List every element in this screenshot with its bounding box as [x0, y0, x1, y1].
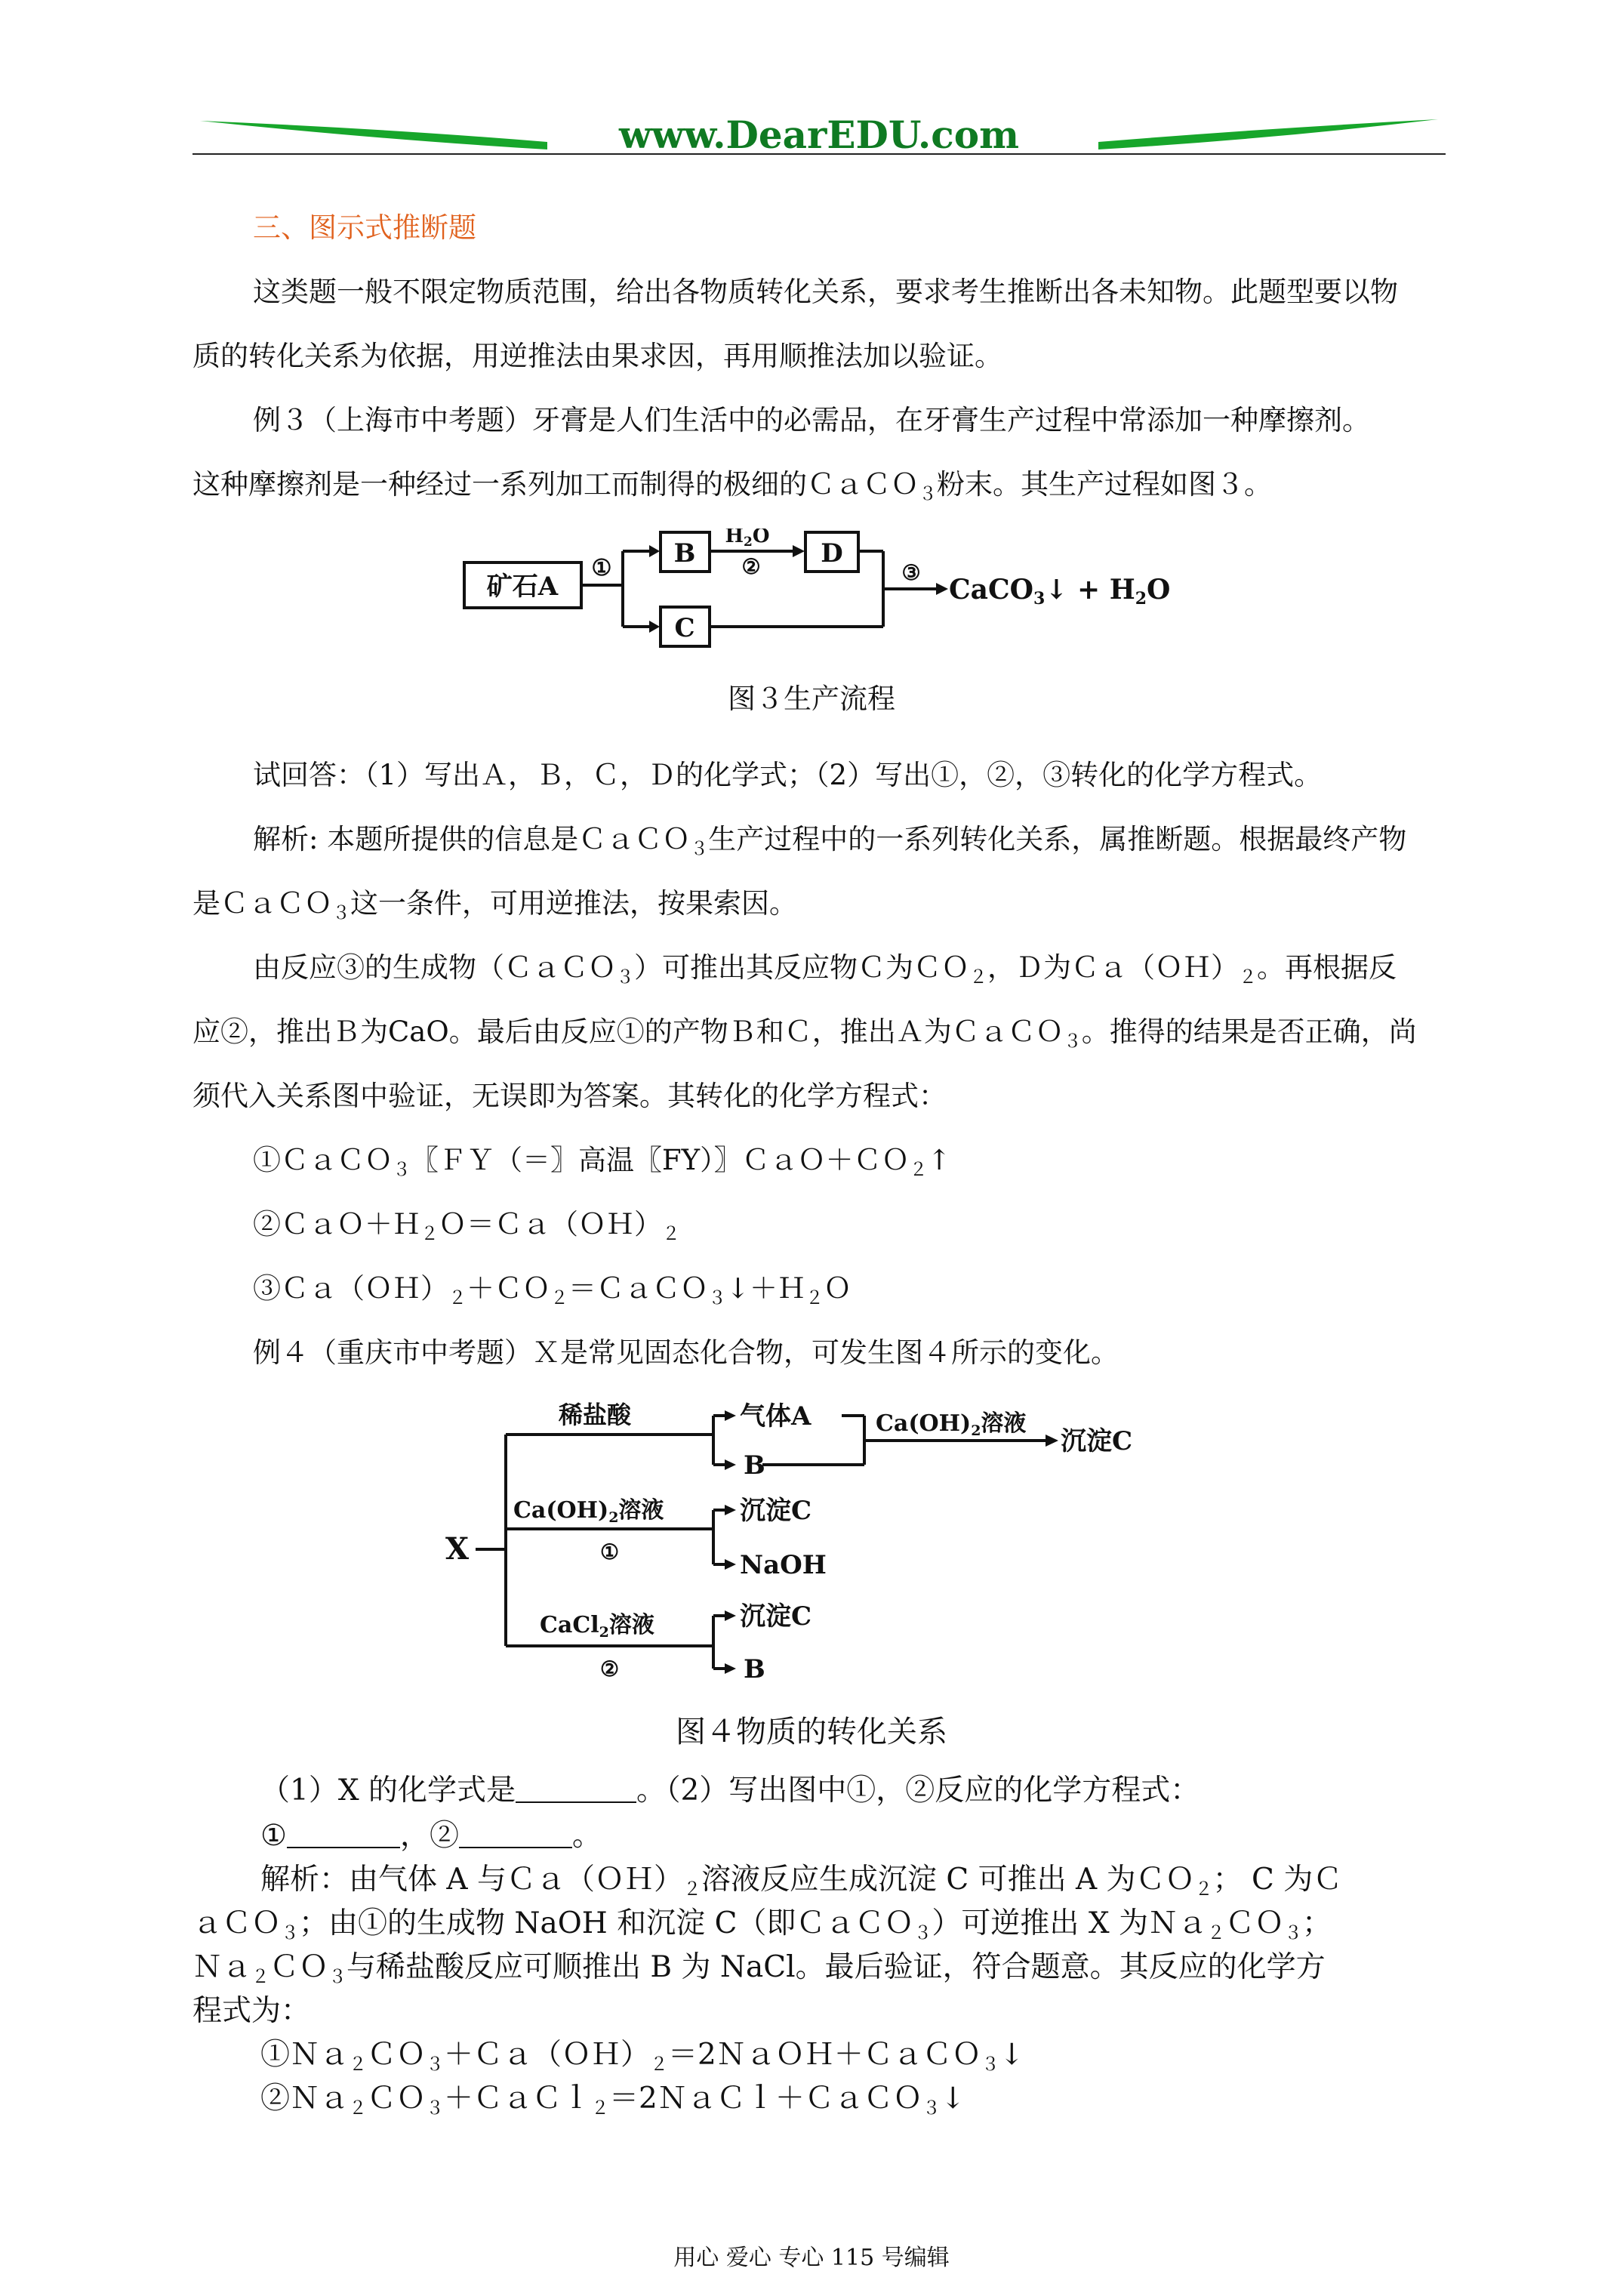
step-2-label: ②: [741, 554, 761, 579]
analysis3-line-2: 是ＣａＣＯ$_3$这一条件，可用逆推法，按果索因。: [192, 887, 797, 923]
b-top-label: B: [744, 1450, 765, 1481]
ore-label: 矿石A: [486, 572, 559, 602]
equation4-1: $①Na_2CO_3+Ca(OH)_2=2NaOH+CaCO_3↓$: [260, 2038, 1024, 2075]
analysis4-line-1: 解析：由气体 A 与$Ca(OH)_2$溶液反应生成沉淀 C 可推出 A 为ＣＯ$_2$； C 为Ｃ: [260, 1863, 1343, 1900]
section-heading: 三、图示式推断题: [253, 211, 476, 244]
answer-blank-1[interactable]: [287, 1824, 400, 1848]
analysis4-line-2: ａＣＯ$_3$；由①的生成物 NaOH 和沉淀 C（即ＣａＣＯ$_3$）可逆推出 X 为Ｎａ$_2$ＣＯ$_3$；: [192, 1906, 1332, 1943]
example3-line-2: 这种摩擦剂是一种经过一系列加工而制得的极细的ＣａＣＯ$_3$粉末。其生产过程如图３。: [192, 468, 1272, 504]
reaction-1-label: ①: [600, 1539, 620, 1564]
label-c: C: [674, 613, 695, 643]
precip-bot-label: 沉淀C: [740, 1601, 812, 1632]
equation3-2: $②CaO+H_2O=Ca(OH)_2$: [253, 1208, 680, 1244]
diagram-3: [460, 529, 1185, 657]
page-footer: 用心 爱心 专心 115 号编辑: [673, 2245, 950, 2271]
label-b: B: [673, 538, 696, 569]
intro-line-1: 这类题一般不限定物质范围，给出各物质转化关系，要求考生推断出各未知物。此题型要以物: [253, 276, 1398, 308]
example3-line-1: 例３（上海市中考题）牙膏是人们生活中的必需品，在牙膏生产过程中常添加一种摩擦剂。: [253, 404, 1370, 436]
precip-top-label: 沉淀C: [1061, 1426, 1133, 1456]
figure-3-caption: 图３生产流程: [728, 683, 895, 715]
header-banner: [192, 106, 1446, 166]
analysis3-line-4: 应②，推出Ｂ为CaO。最后由反应①的产物Ｂ和Ｃ，推出Ａ为ＣａＣＯ$_3$。推得的结果是否正确，尚: [192, 1015, 1417, 1052]
intro-line-2: 质的转化关系为依据，用逆推法由果求因，再用顺推法加以验证。: [192, 340, 1002, 372]
header-logo: [192, 106, 1446, 166]
gas-a-label: 气体A: [740, 1401, 812, 1432]
analysis3-line-1: 解析: 本题所提供的信息是ＣａＣＯ$_3$生产过程中的一系列转化关系，属推断题。根据最终产物: [253, 823, 1407, 859]
question-3: 试回答：（1）写出Ａ，Ｂ，Ｃ，Ｄ的化学式；（2）写出①，②，③转化的化学方程式。: [253, 759, 1323, 791]
example-4: 例４（重庆市中考题）Ｘ是常见固态化合物，可发生图４所示的变化。: [253, 1336, 1119, 1369]
b-bot-label: B: [744, 1654, 765, 1684]
equation4-2: ②Ｎａ$_2$ＣＯ$_3$＋ＣａＣｌ$_2$＝2ＮａＣｌ＋ＣａＣＯ$_3$↓: [260, 2082, 965, 2119]
water-label: H2O: [725, 529, 770, 550]
precip-mid-label: 沉淀C: [740, 1496, 812, 1526]
analysis4-line-3: Ｎａ$_2$ＣＯ$_3$与稀盐酸反应可顺推出 B 为 NaCl。最后验证，符合题意。其反应的化学方: [192, 1950, 1326, 1987]
answer-blank-2[interactable]: [459, 1824, 572, 1848]
caoh-top-label: $Ca(OH)_2$溶液: [876, 1410, 1027, 1439]
question4-line-1: （1）X 的化学式是 。（2）写出图中①，②反应的化学方程式：: [260, 1774, 1200, 1808]
analysis4-line-4: 程式为：: [192, 1994, 311, 2028]
analysis3-line-5: 须代入关系图中验证，无误即为答案。其转化的化学方程式：: [192, 1080, 947, 1112]
header-logo-text: www.DearEDU.com: [618, 112, 1020, 157]
answer-blank-x[interactable]: [516, 1779, 636, 1803]
caoh-mid-label: $Ca(OH)_2$溶液: [513, 1497, 664, 1526]
equation3-3: $③Ca(OH)_2+CO_2=CaCO_3↓+H_2O$: [253, 1272, 852, 1308]
x-label: X: [445, 1531, 470, 1567]
step-1-label: ①: [591, 555, 612, 581]
reaction-2-label: ②: [600, 1657, 620, 1681]
cacl-label: CaCl$_2$溶液: [540, 1612, 654, 1641]
diagram-4: [445, 1389, 1200, 1691]
acid-label: 稀盐酸: [559, 1401, 632, 1429]
naoh-label: NaOH: [740, 1550, 827, 1580]
figure-4-caption: 图４物质的转化关系: [676, 1715, 947, 1749]
label-d: D: [821, 538, 843, 569]
equation3-1: ①ＣａＣＯ$_3$〖ＦＹ（＝〗高温〖FY）〗ＣａＯ＋ＣＯ$_2$↑: [253, 1144, 951, 1180]
step-3-label: ③: [901, 560, 921, 585]
product-label: CaCO3↓ + H2O: [949, 574, 1171, 609]
question4-line-2: ① ，② 。: [260, 1819, 602, 1853]
analysis3-line-3: 由反应③的生成物（ＣａＣＯ$_3$）可推出其反应物Ｃ为ＣＯ$_2$，Ｄ为$Ca(OH)_2$。再根据反: [253, 951, 1397, 988]
